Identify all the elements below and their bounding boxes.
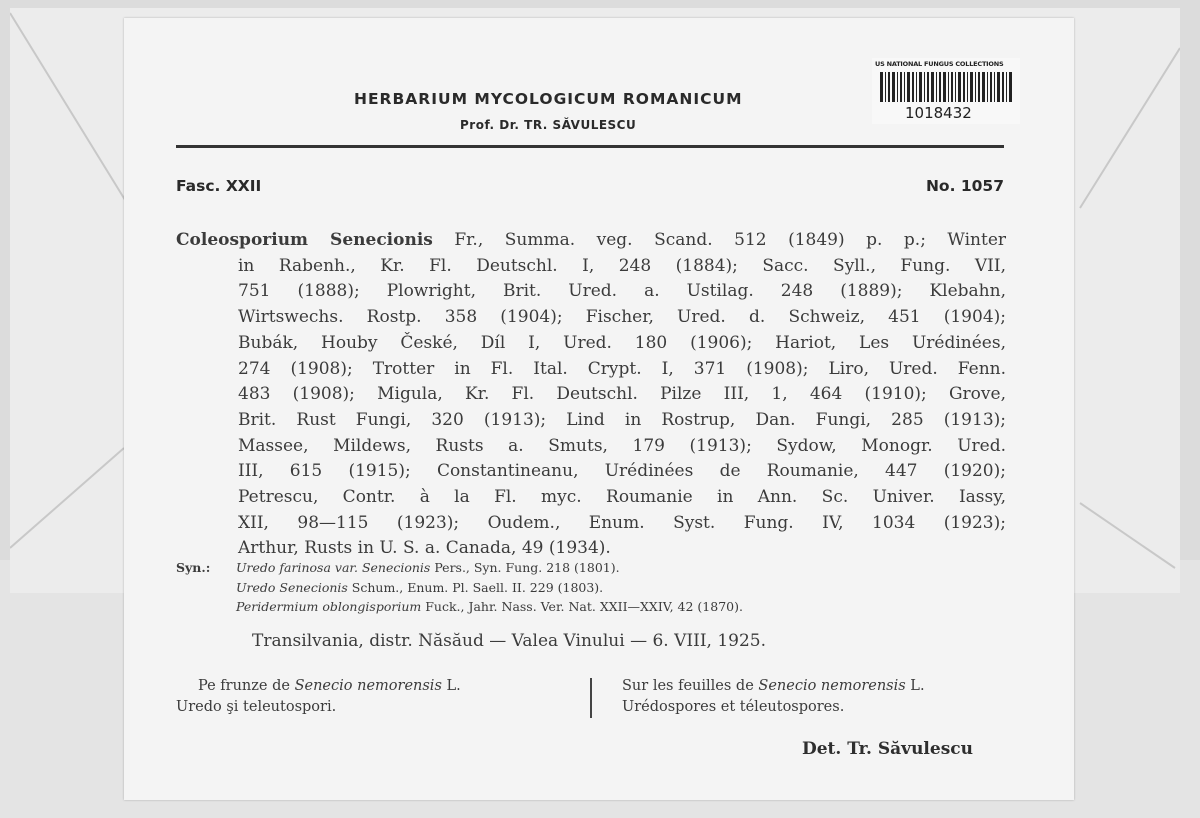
host-french [622,676,1012,718]
host-species: Senecio nemorensis [758,678,906,694]
header-rule [176,145,1004,148]
bibliography [176,228,1006,562]
herbarium-title: HERBARIUM MYCOLOGICUM ROMANICUM [354,90,743,108]
exsiccata-number: No. 1057 [925,177,1004,195]
synonym-name: Uredo farinosa var. Senecionis [236,560,431,575]
barcode-number: 1018432 [905,104,972,122]
synonyms [176,558,1006,617]
species-name: Coleosporium Senecionis [176,230,433,250]
bibliography-line: III, 615 (1915); Constantineanu, Urédinées de Roumanie, 447 (1920); [238,461,1006,482]
host-species: Senecio nemorensis [294,678,442,694]
synonym-row [176,597,1006,617]
determiner: Det. Tr. Săvulescu [802,739,973,759]
bibliography-line: 274 (1908); Trotter in Fl. Ital. Crypt. I, 371 (1908); Liro, Ured. Fenn. [238,358,1006,379]
bibliography-line: Bubák, Houby České, Díl I, Ured. 180 (1906); Hariot, Les Urédinées, [238,332,1006,353]
host-line: Sur les feuilles de Senecio nemorensis L. [622,678,925,694]
host-romanian [176,676,576,718]
bibliography-line: Coleosporium Senecionis Fr., Summa. veg. Scand. 512 (1849) p. p.; Winter [176,230,1007,250]
synonym-ref: Fuck., Jahr. Nass. Ver. Nat. XXII—XXIV, 42 (1870). [421,599,743,614]
collection-locality: Transilvania, distr. Năsăud — Valea Vinului — 6. VIII, 1925. [252,631,767,651]
synonym-name: Uredo Senecionis [236,579,348,595]
bibliography-line: Brit. Rust Fungi, 320 (1913); Lind in Rostrup, Dan. Fungi, 285 (1913); [238,409,1006,430]
spore-stages: Uredo şi teleutospori. [176,699,337,715]
bibliography-line: Wirtswechs. Rostp. 358 (1904); Fischer, Ured. d. Schweiz, 451 (1904); [238,307,1006,328]
host-line: Pe frunze de Senecio nemorensis L. [198,678,461,694]
spore-stages: Urédospores et téleutospores. [622,699,845,715]
barcode-icon [880,72,1012,102]
synonym-ref: Schum., Enum. Pl. Saell. II. 229 (1803). [347,579,604,595]
bibliography-line: Arthur, Rusts in U. S. a. Canada, 49 (1934). [238,538,611,559]
synonym-ref: Pers., Syn. Fung. 218 (1801). [430,560,620,575]
barcode-collection: US NATIONAL FUNGUS COLLECTIONS [875,60,1004,68]
bibliography-line: Massee, Mildews, Rusts a. Smuts, 179 (1913); Sydow, Monogr. Ured. [238,435,1006,456]
bibliography-line: Petrescu, Contr. à la Fl. myc. Roumanie in Ann. Sc. Univer. Iassy, [238,487,1006,508]
bibliography-line: 483 (1908); Migula, Kr. Fl. Deutschl. Pilze III, 1, 464 (1910); Grove, [238,384,1006,405]
synonym-name: Peridermium oblongisporium [236,599,422,614]
synonym-row [176,578,1006,598]
bibliography-line: XII, 98—115 (1923); Oudem., Enum. Syst. Fung. IV, 1034 (1923); [238,512,1006,533]
synonyms-label: Syn.: [176,560,211,575]
synonym-row [176,558,1006,578]
host-divider [590,678,592,718]
bibliography-line: in Rabenh., Kr. Fl. Deutschl. I, 248 (1884); Sacc. Syll., Fung. VII, [238,255,1006,276]
herbarium-subtitle: Prof. Dr. TR. SĂVULESCU [460,118,637,132]
bibliography-line: 751 (1888); Plowright, Brit. Ured. a. Ustilag. 248 (1889); Klebahn, [238,281,1006,302]
fascicle-number: Fasc. XXII [176,177,262,195]
